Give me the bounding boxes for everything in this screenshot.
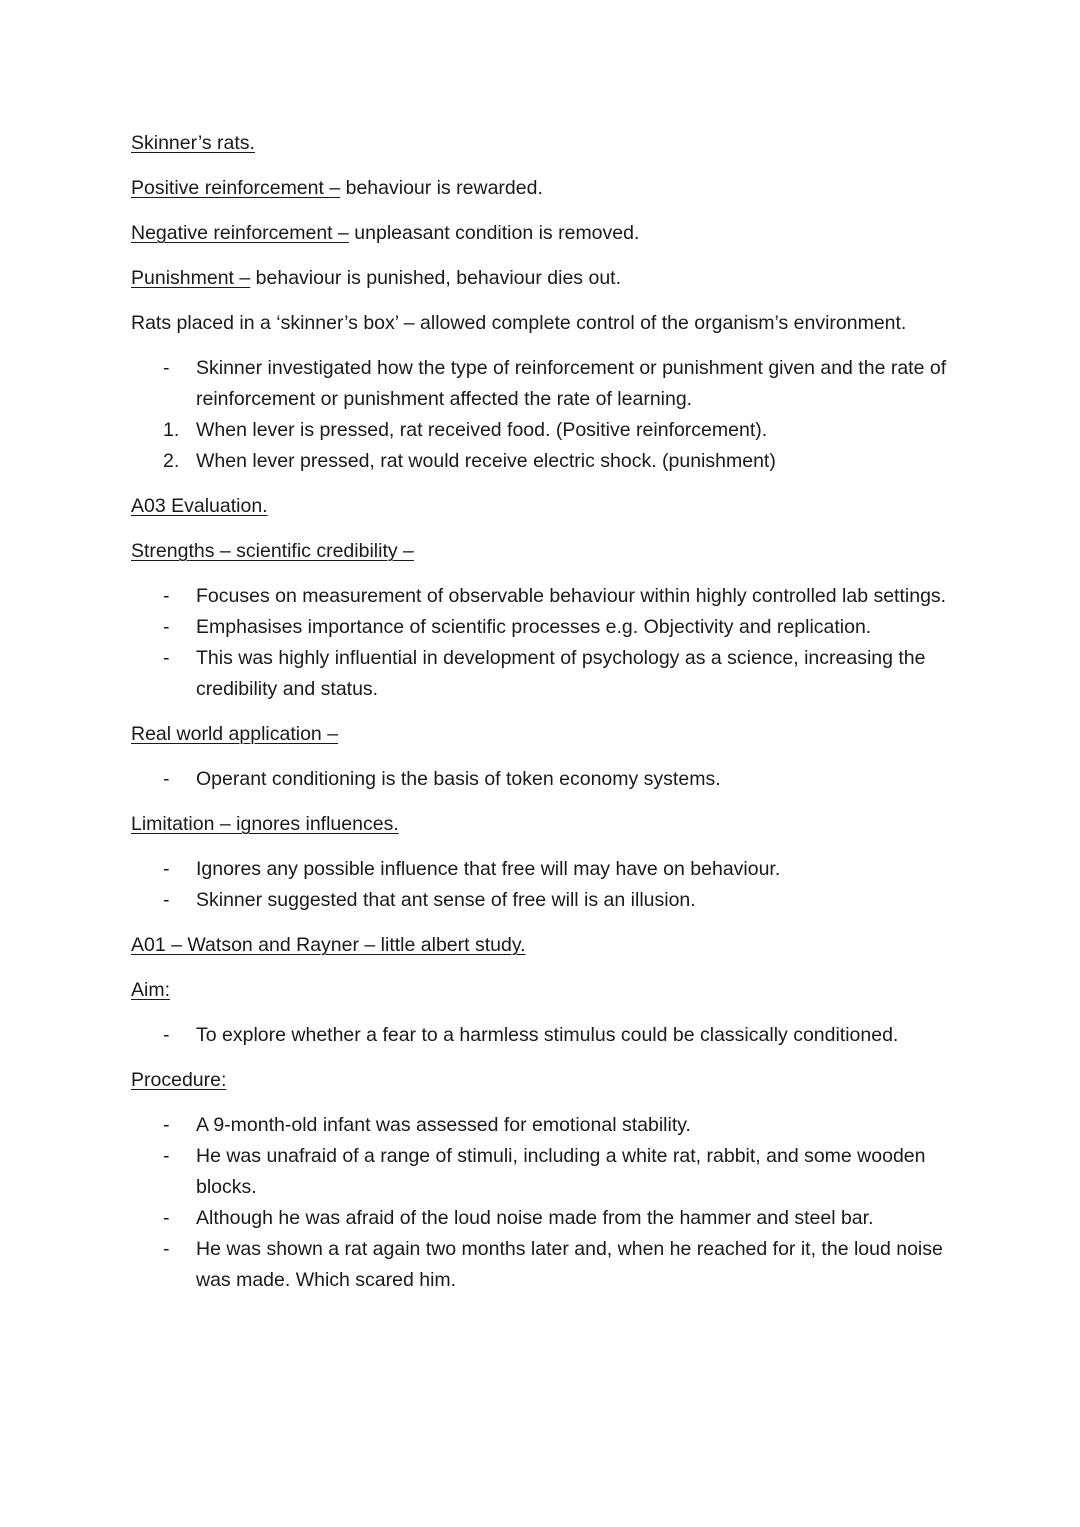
- list-item: [131, 643, 961, 705]
- heading-text: Aim:: [131, 979, 170, 1001]
- limitation-list: [131, 854, 961, 916]
- bullet-marker: -: [163, 1145, 170, 1167]
- evaluation-heading: [131, 491, 961, 522]
- list-item-text: Although he was afraid of the loud noise made from the hammer and steel bar.: [196, 1207, 874, 1229]
- heading-text: Procedure:: [131, 1069, 227, 1091]
- limitation-heading: [131, 809, 961, 840]
- list-item: [131, 885, 961, 916]
- document-page: [131, 128, 961, 1310]
- real-world-heading: [131, 719, 961, 750]
- heading-text: Real world application –: [131, 723, 339, 745]
- list-item-text: Focuses on measurement of observable behaviour within highly controlled lab settings.: [196, 585, 947, 607]
- definition-text: behaviour is punished, behaviour dies out.: [250, 267, 621, 289]
- list-item-text: A 9-month-old infant was assessed for emotional stability.: [196, 1114, 691, 1136]
- list-item: [131, 854, 961, 885]
- strengths-heading: [131, 536, 961, 567]
- list-item-text: Ignores any possible influence that free will may have on behaviour.: [196, 858, 781, 880]
- list-item: [131, 1020, 961, 1051]
- skinner-list: [131, 353, 961, 477]
- title-text: Skinner’s rats.: [131, 132, 255, 154]
- procedure-list: [131, 1110, 961, 1296]
- strengths-list: [131, 581, 961, 705]
- little-albert-heading: [131, 930, 961, 961]
- definition-text: unpleasant condition is removed.: [348, 222, 640, 244]
- number-marker: 2.: [163, 450, 180, 472]
- list-item-text: When lever is pressed, rat received food. (Positive reinforcement).: [196, 419, 768, 441]
- heading-text: A01 – Watson and Rayner – little albert study.: [131, 934, 526, 956]
- intro-paragraph: Rats placed in a ‘skinner’s box’ – allowed complete control of the organism’s environment.: [131, 312, 907, 334]
- definition-term: Positive reinforcement –: [131, 177, 341, 199]
- list-item-text: He was shown a rat again two months later and, when he reached for it, the loud noise was made. Which scared him.: [196, 1238, 943, 1291]
- number-marker: 1.: [163, 419, 180, 441]
- definition-punishment: [131, 263, 961, 294]
- list-item: [131, 446, 961, 477]
- aim-heading: [131, 975, 961, 1006]
- bullet-marker: -: [163, 647, 170, 669]
- list-item-text: Skinner suggested that ant sense of free will is an illusion.: [196, 889, 696, 911]
- page-title: [131, 128, 961, 159]
- list-item-text: When lever pressed, rat would receive electric shock. (punishment): [196, 450, 776, 472]
- heading-text: Strengths – scientific credibility –: [131, 540, 414, 562]
- list-item-text: Emphasises importance of scientific processes e.g. Objectivity and replication.: [196, 616, 872, 638]
- list-item: [131, 581, 961, 612]
- list-item: [131, 764, 961, 795]
- bullet-marker: -: [163, 1114, 170, 1136]
- bullet-marker: -: [163, 357, 170, 379]
- list-item-text: He was unafraid of a range of stimuli, including a white rat, rabbit, and some wooden blocks.: [196, 1145, 926, 1198]
- real-world-list: [131, 764, 961, 795]
- aim-list: [131, 1020, 961, 1051]
- list-item-text: To explore whether a fear to a harmless stimulus could be classically conditioned.: [196, 1024, 899, 1046]
- definition-term: Punishment –: [131, 267, 251, 289]
- list-item-text: Operant conditioning is the basis of token economy systems.: [196, 768, 721, 790]
- definition-term: Negative reinforcement –: [131, 222, 349, 244]
- bullet-marker: -: [163, 585, 170, 607]
- list-item-text: This was highly influential in development of psychology as a science, increasing the credibility and status.: [196, 647, 926, 700]
- list-item: [131, 415, 961, 446]
- bullet-marker: -: [163, 889, 170, 911]
- list-item: [131, 1234, 961, 1296]
- heading-text: Limitation – ignores influences.: [131, 813, 399, 835]
- bullet-marker: -: [163, 1207, 170, 1229]
- bullet-marker: -: [163, 858, 170, 880]
- definition-text: behaviour is rewarded.: [340, 177, 543, 199]
- list-item-text: Skinner investigated how the type of reinforcement or punishment given and the rate of reinforcement or punishment affected the rate of learning.: [196, 357, 947, 410]
- bullet-marker: -: [163, 1024, 170, 1046]
- list-item: [131, 612, 961, 643]
- list-item: [131, 353, 961, 415]
- bullet-marker: -: [163, 1238, 170, 1260]
- list-item: [131, 1110, 961, 1141]
- definition-positive-reinforcement: [131, 173, 961, 204]
- heading-text: A03 Evaluation.: [131, 495, 268, 517]
- bullet-marker: -: [163, 768, 170, 790]
- definition-negative-reinforcement: [131, 218, 961, 249]
- bullet-marker: -: [163, 616, 170, 638]
- list-item: [131, 1141, 961, 1203]
- list-item: [131, 1203, 961, 1234]
- procedure-heading: [131, 1065, 961, 1096]
